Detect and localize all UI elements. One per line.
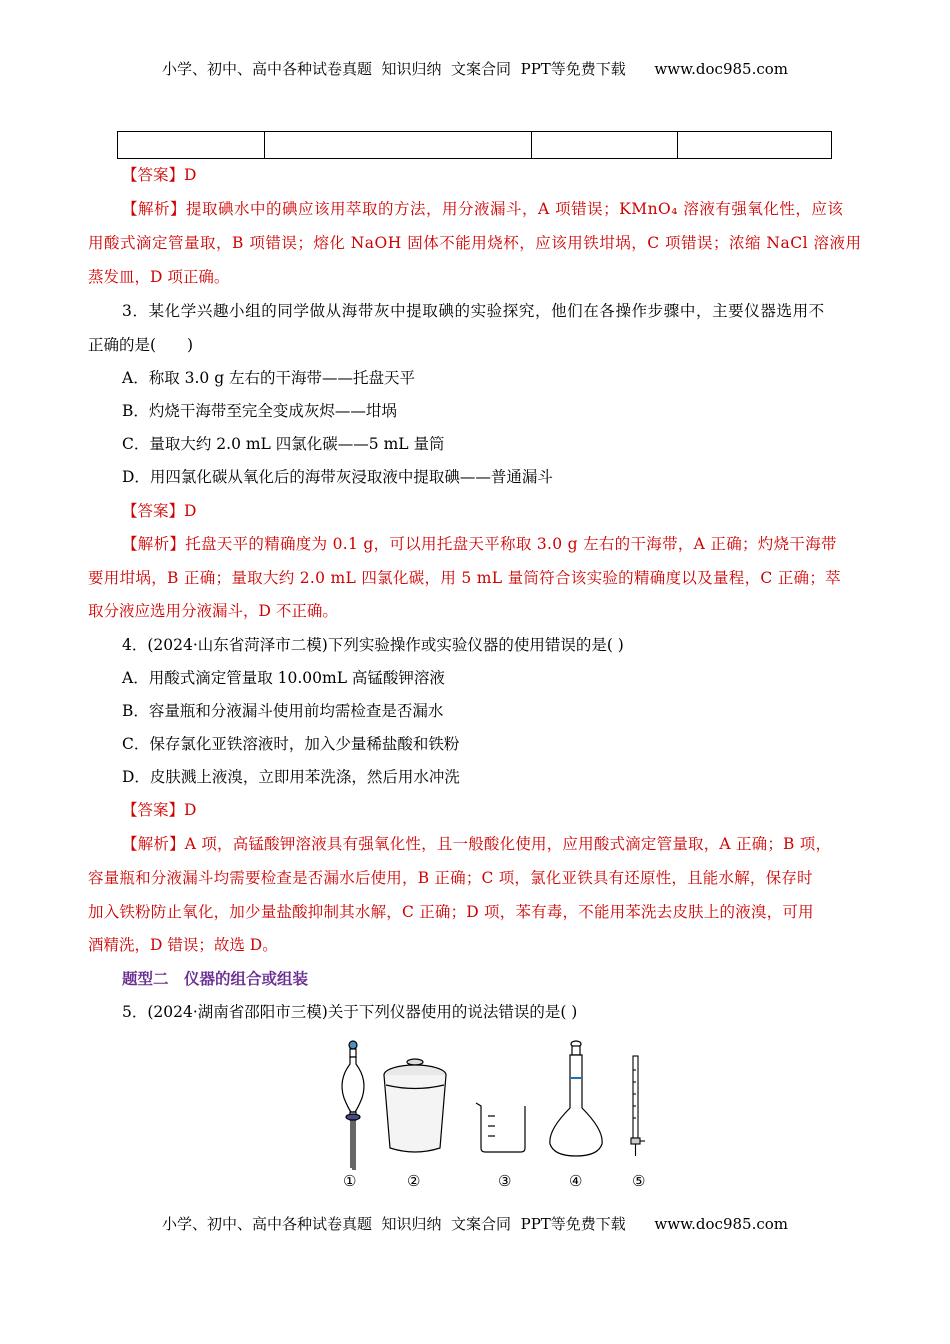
table-cell <box>532 132 678 159</box>
beaker-icon <box>476 1103 525 1152</box>
crucible-icon <box>384 1059 446 1152</box>
analysis-line: 取分液应选用分液漏斗，D 不正确。 <box>88 602 338 620</box>
figure-label-4: ④ <box>569 1172 583 1190</box>
figure-label-1: ① <box>343 1172 357 1190</box>
option-line: C．保存氯化亚铁溶液时，加入少量稀盐酸和铁粉 <box>122 735 460 753</box>
analysis-line: 【解析】提取碘水中的碘应该用萃取的方法，用分液漏斗，A 项错误；KMnO₄ 溶液有强氧化性，应该 <box>122 200 844 218</box>
page-footer <box>0 1213 950 1234</box>
figure-label-5: ⑤ <box>632 1172 646 1190</box>
footer-url: www.doc985.com <box>654 1215 788 1233</box>
question-line: 正确的是( ) <box>88 336 194 354</box>
question-line: 4．(2024·山东省菏泽市二模)下列实验操作或实验仪器的使用错误的是( ) <box>122 636 624 654</box>
option-line: C．量取大约 2.0 mL 四氯化碳——5 mL 量筒 <box>122 435 445 453</box>
option-line: B．灼烧干海带至完全变成灰烬——坩埚 <box>122 402 397 420</box>
answer-line: 【答案】D <box>122 502 197 520</box>
table-cell <box>265 132 532 159</box>
analysis-line: 用酸式滴定管量取，B 项错误；熔化 NaOH 固体不能用烧杯，应该用铁坩埚，C 项错误；浓缩 NaCl 溶液用 <box>88 234 862 252</box>
option-line: A．用酸式滴定管量取 10.00mL 高锰酸钾溶液 <box>122 669 445 687</box>
figure-label-3: ③ <box>498 1172 512 1190</box>
option-line: D．皮肤溅上液溴，立即用苯洗涤，然后用水冲洗 <box>122 768 460 786</box>
answer-line: 【答案】D <box>122 801 197 819</box>
analysis-line: 【解析】A 项，高锰酸钾溶液具有强氧化性，且一般酸化使用，应用酸式滴定管量取，A 正确；B 项， <box>122 835 832 853</box>
analysis-line: 【解析】托盘天平的精确度为 0.1 g，可以用托盘天平称取 3.0 g 左右的干海带，A 正确；灼烧干海带 <box>122 535 837 553</box>
option-line: D．用四氯化碳从氧化后的海带灰浸取液中提取碘——普通漏斗 <box>122 468 553 486</box>
table-fragment <box>117 131 832 159</box>
burette-icon <box>631 1056 645 1156</box>
analysis-line: 蒸发皿，D 项正确。 <box>88 268 230 286</box>
analysis-line: 容量瓶和分液漏斗均需要检查是否漏水后使用，B 正确；C 项，氯化亚铁具有还原性，且能水解，保存时 <box>88 869 813 887</box>
analysis-line: 要用坩埚，B 正确；量取大约 2.0 mL 四氯化碳，用 5 mL 量筒符合该实验的精确度以及量程，C 正确；萃 <box>88 569 841 587</box>
figure-label-2: ② <box>407 1172 421 1190</box>
question-line: 3．某化学兴趣小组的同学做从海带灰中提取碘的实验探究，他们在各操作步骤中，主要仪器选用不 <box>122 302 825 320</box>
separatory-funnel-icon <box>342 1041 364 1170</box>
section-heading: 题型二 仪器的组合或组装 <box>122 969 309 988</box>
table-cell <box>678 132 832 159</box>
question-line: 5．(2024·湖南省邵阳市三模)关于下列仪器使用的说法错误的是( ) <box>122 1003 578 1021</box>
analysis-line: 加入铁粉防止氧化，加少量盐酸抑制其水解，C 正确；D 项，苯有毒，不能用苯洗去皮肤上的液溴，可用 <box>88 903 814 921</box>
footer-text: 小学、初中、高中各种试卷真题 知识归纳 文案合同 PPT等免费下载 <box>161 1215 626 1233</box>
analysis-line: 酒精洗，D 错误；故选 D。 <box>88 936 278 954</box>
page-header <box>0 58 950 79</box>
header-url: www.doc985.com <box>654 60 788 78</box>
volumetric-flask-icon <box>550 1041 602 1156</box>
answer-line: 【答案】D <box>122 166 197 184</box>
header-text: 小学、初中、高中各种试卷真题 知识归纳 文案合同 PPT等免费下载 <box>161 60 626 78</box>
option-line: A．称取 3.0 g 左右的干海带——托盘天平 <box>122 369 416 387</box>
table-cell <box>118 132 265 159</box>
option-line: B．容量瓶和分液漏斗使用前均需检查是否漏水 <box>122 702 444 720</box>
instrument-figure <box>330 1040 660 1200</box>
